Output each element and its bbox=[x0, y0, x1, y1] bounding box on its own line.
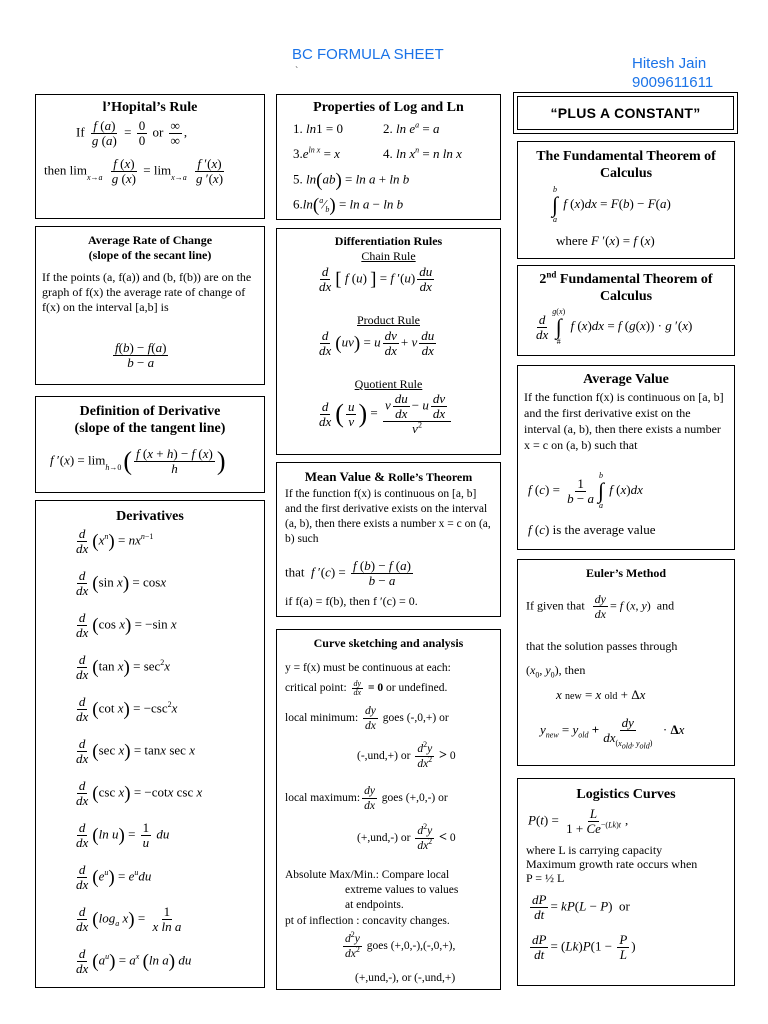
deriv-sin: $\frac{d}{dx}$ (sin x) = cosx bbox=[76, 568, 167, 598]
lhopital-box bbox=[35, 94, 265, 219]
log-rule-3: $3.e^{ln x} = x$ bbox=[293, 145, 340, 161]
plus-constant-box bbox=[513, 92, 738, 134]
euler-title: Euler’s Method bbox=[585, 566, 667, 580]
log-rule-5: 5. ln(ab) = ln a + ln b bbox=[293, 170, 410, 191]
euler-and-label: and bbox=[656, 598, 675, 613]
ftc2-title-text: Fundamental Theorem of bbox=[559, 272, 713, 287]
curve-line-8: extreme values to values bbox=[345, 884, 459, 896]
quotient-rule-formula: $\frac{d}{dx}$ ( $\frac{u}{v}$ ) = v $\frac{du}{dx}$ − u $\frac{dv}{dx}$ $v^2$ bbox=[315, 392, 453, 436]
ftc2-number: 2 bbox=[539, 272, 547, 287]
curve-line-9: at endpoints. bbox=[345, 899, 404, 911]
ftc-box bbox=[517, 141, 735, 259]
deriv-ln: $\frac{d}{dx}$ (ln u) = $\frac{1}{u}$ du bbox=[76, 820, 170, 850]
curve-line-6: (+,und,-) or $\frac{d^2y}{dx^2}$ < 0 bbox=[357, 822, 456, 852]
ftc2-ordinal: nd bbox=[546, 269, 557, 280]
mvt-text: If the function f(x) is continuous on [a, b] and the first derivative exists on the interval (a, b), then there exists a number x = c on (a, b) such bbox=[285, 488, 491, 545]
deriv-cos: $\frac{d}{dx}$ (cos x) = −sin x bbox=[76, 610, 177, 640]
curve-title: Curve sketching and analysis bbox=[313, 636, 464, 650]
logistic-de-1: $\frac{dP}{dt}$ = kP(L − P) or bbox=[532, 892, 630, 922]
euler-x-step: x new = x old + Δx bbox=[556, 687, 646, 702]
then-lim-label: then lim bbox=[44, 162, 87, 178]
ftc-title-2: Calculus bbox=[599, 166, 653, 181]
local-min-label: local minimum: bbox=[285, 712, 359, 725]
local-max-label: local maximum: bbox=[285, 792, 361, 805]
or-undefined-label: or undefined. bbox=[386, 682, 448, 695]
log-title: Properties of Log and Ln bbox=[313, 100, 464, 115]
ftc2-formula: $\frac{d}{dx}$ g(x) ∫ # f (x)dx = f (g(x)) · g ′(x) bbox=[536, 307, 693, 346]
lhopital-title: l’Hopital’s Rule bbox=[102, 100, 198, 115]
mean-value-box bbox=[276, 462, 501, 617]
author-name: Hitesh Jain bbox=[632, 55, 707, 72]
average-rate-subtitle: (slope of the secant line) bbox=[88, 248, 212, 262]
euler-given-label: If given that bbox=[526, 598, 585, 613]
average-value-box bbox=[517, 365, 735, 550]
mvt-title-a: Mean Value & bbox=[304, 469, 385, 484]
ftc2-title bbox=[518, 271, 734, 288]
curve-line-3: local minimum: $\frac{dy}{dx}$ goes (-,0,+) or bbox=[285, 705, 449, 732]
chain-rule-label: Chain Rule bbox=[361, 249, 416, 263]
average-rate-formula: $\frac{f(b) - f(a)}{b - a}$ bbox=[115, 340, 167, 370]
curve-line-2: critical point: $\frac{dy}{dx}$ = 0 or undefined. bbox=[285, 679, 448, 697]
logistic-box bbox=[517, 778, 735, 986]
curve-line-11: $\frac{d^2y}{dx^2}$ goes (+,0,-),(-,0,+), bbox=[345, 930, 456, 960]
ftc-title: The Fundamental Theorem of bbox=[536, 149, 716, 164]
stray-mark: ` bbox=[295, 66, 299, 77]
derivatives-box bbox=[35, 500, 265, 988]
logistic-line-3: P = ½ L bbox=[526, 871, 565, 885]
author-phone: 9009611611 bbox=[632, 74, 714, 91]
local-max-und: (+,und,-) or bbox=[357, 832, 411, 845]
rolle-text: if f(a) = f(b), then f ′(c) = 0. bbox=[285, 594, 418, 608]
average-rate-text: If the points (a, f(a)) and (b, f(b)) are on the graph of f(x) the average rate of change of f(x) on the interval [a,b] is bbox=[42, 270, 252, 314]
product-rule-label: Product Rule bbox=[357, 313, 420, 327]
log-rule-2: 2. $\ln e^a = a$ bbox=[383, 120, 440, 136]
curve-line-12: (+,und,-), or (-,und,+) bbox=[355, 972, 456, 984]
lhopital-condition: If $\frac{f (a)}{g (a)}$ = $\frac{0}{0}$ or ∞ ∞ , bbox=[76, 118, 188, 148]
ftc2-title-2: Calculus bbox=[599, 289, 653, 304]
deriv-a-power: $\frac{d}{dx}$ $(a^u) = a^x$ (ln a) du bbox=[76, 946, 192, 976]
deriv-csc: $\frac{d}{dx}$ (csc x) = −cotx csc x bbox=[76, 778, 203, 808]
average-value-title: Average Value bbox=[583, 372, 669, 387]
log-rule-4: 4. $\ln x^n = n$ ln x bbox=[383, 145, 462, 161]
deriv-cot: $\frac{d}{dx}$ (cot $x) = -\csc^2x$ bbox=[76, 694, 178, 724]
mvt-title bbox=[277, 469, 500, 485]
page-title: BC FORMULA SHEET bbox=[292, 46, 444, 63]
logistic-or-label: or bbox=[618, 898, 630, 914]
product-rule-formula: $\frac{d}{dx}$ (uv) = u $\frac{dv}{dx}$ + v $\frac{du}{dx}$ bbox=[319, 328, 435, 358]
deriv-exp: $\frac{d}{dx}$ $(e^u) = e^udu$ bbox=[76, 862, 152, 892]
derivatives-title: Derivatives bbox=[116, 509, 184, 524]
average-rate-box bbox=[35, 226, 265, 385]
definition-title: Definition of Derivative bbox=[79, 404, 221, 419]
average-value-text: If the function f(x) is continuous on [a, b] and the first derivative exist on the interval (a, b), then there exists a number x = c on (a, b) such that bbox=[524, 390, 724, 452]
differentiation-rules-box bbox=[276, 228, 501, 455]
or-label: or bbox=[152, 124, 164, 140]
quotient-rule-label: Quotient Rule bbox=[354, 377, 423, 391]
average-rate-title: Average Rate of Change bbox=[87, 233, 213, 247]
local-min-signs: goes (-,0,+) or bbox=[382, 712, 449, 725]
lhopital-formula: then lim x→a $\frac{f (x)}{g (x)}$ = lim x→a $\frac{f '(x)}{g '(x)}$ bbox=[44, 156, 224, 186]
euler-given: If given that $\frac{dy}{dx}$ = f (x, y) and bbox=[526, 592, 675, 621]
ftc2-box bbox=[517, 265, 735, 356]
local-min-und: (-,und,+) or bbox=[357, 750, 411, 763]
euler-point: ($x_0$, $y_0$), then bbox=[526, 663, 586, 680]
that-label: that bbox=[285, 564, 305, 580]
euler-text: that the solution passes through bbox=[526, 639, 678, 653]
mvt-title-b: Rolle’s Theorem bbox=[388, 470, 473, 484]
definition-subtitle: (slope of the tangent line) bbox=[74, 421, 226, 436]
average-value-formula: f (c) = $\frac{1}{b - a}$ b ∫ a f (x)dx bbox=[528, 471, 643, 510]
curve-line-4: (-,und,+) or $\frac{d^2y}{dx^2}$ > 0 bbox=[357, 740, 456, 770]
definition-formula: f ′(x) = lim h→0 ( $\frac{f (x + h) - f (x)}{h}$ ) bbox=[50, 446, 226, 476]
curve-line-7: Absolute Max/Min.: Compare local bbox=[285, 869, 450, 881]
logistic-line-1: where L is carrying capacity bbox=[526, 843, 663, 857]
logistic-title: Logistics Curves bbox=[576, 787, 676, 802]
curve-line-5: local maximum: $\frac{dy}{dx}$ goes (+,0,-) or bbox=[285, 785, 448, 812]
logistic-formula: P(t) = $\frac{L}{1 + Ce^{-(Lk)t}}$ , bbox=[528, 806, 629, 836]
average-value-label: is the average value bbox=[552, 522, 656, 537]
log-properties-box bbox=[276, 94, 501, 220]
average-value-note: f (c) is the average value bbox=[528, 522, 656, 537]
critical-point-label: critical point: bbox=[285, 682, 347, 695]
curve-line-10: pt of inflection : concavity changes. bbox=[285, 915, 450, 927]
log-rule-1: 1. ln1 = 0 bbox=[293, 121, 343, 136]
deriv-power: $\frac{d}{dx}$ $(x^n) = nx^{n-1}$ bbox=[76, 526, 154, 556]
curve-sketching-box bbox=[276, 629, 501, 990]
plus-constant-title: “PLUS A CONSTANT” bbox=[517, 96, 734, 130]
inflection-signs: goes (+,0,-),(-,0,+), bbox=[366, 940, 456, 953]
curve-line-1: y = f(x) must be continuous at each: bbox=[285, 662, 451, 674]
euler-y-step: $y_{new} = y_{old}$ + dy $dx_{(x_{old}, y_{old})}$ · Δx bbox=[540, 715, 685, 751]
deriv-log-a: $\frac{d}{dx}$ ($\log_a$ x) = $\frac{1}{\text{x ln a}}$ bbox=[76, 904, 182, 934]
deriv-sec: $\frac{d}{dx}$ (sec x) = tanx sec x bbox=[76, 736, 195, 766]
ftc-where: where F ′(x) = f (x) bbox=[556, 233, 655, 248]
logistic-de-2: $\frac{dP}{dt}$ = (Lk)P(1 − $\frac{P}{L}$ ) bbox=[532, 932, 636, 962]
if-label: If bbox=[76, 124, 85, 140]
local-max-signs: goes (+,0,-) or bbox=[381, 792, 448, 805]
ftc-formula: b ∫ a f (x)dx = F(b) − F(a) bbox=[552, 185, 671, 224]
mvt-formula: that f ′(c) = $\frac{f (b) - f (a)}{b - a}$ bbox=[285, 558, 411, 588]
where-label: where bbox=[556, 233, 588, 248]
definition-derivative-box bbox=[35, 396, 265, 493]
diff-title: Differentiation Rules bbox=[334, 234, 443, 248]
log-rule-6: $6.\ln(^a⁄_b) = \ln a - \ln b$ bbox=[293, 195, 404, 216]
logistic-line-2: Maximum growth rate occurs when bbox=[526, 857, 698, 871]
euler-box bbox=[517, 559, 735, 766]
deriv-tan: $\frac{d}{dx}$ (tan $x) = \sec^2x$ bbox=[76, 652, 171, 682]
chain-rule-formula: $\frac{d}{dx}$ [ f (u) ] = f ′(u) $\frac{du}{dx}$ bbox=[319, 264, 433, 294]
